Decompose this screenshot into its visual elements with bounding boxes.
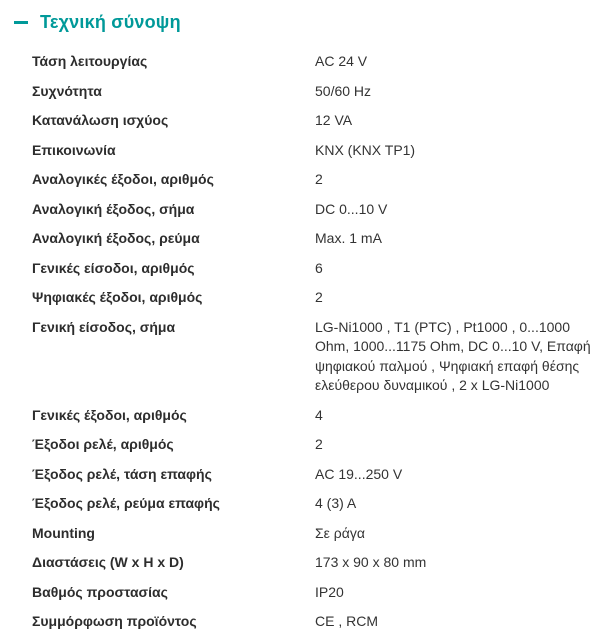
spec-row bbox=[32, 47, 592, 77]
spec-label: Αναλογική έξοδος, σήμα bbox=[32, 200, 195, 217]
spec-value: AC 24 V bbox=[315, 53, 368, 69]
spec-row bbox=[32, 578, 592, 608]
spec-value: IP20 bbox=[315, 583, 344, 600]
spec-row bbox=[32, 224, 592, 254]
spec-label: Κατανάλωση ισχύος bbox=[32, 112, 169, 128]
spec-row bbox=[32, 430, 592, 460]
spec-row bbox=[32, 607, 592, 637]
spec-value: Σε ράγα bbox=[315, 524, 365, 541]
section-title: Τεχνική σύνοψη bbox=[40, 11, 181, 32]
spec-value: AC 19...250 V bbox=[315, 465, 403, 482]
spec-label: Αναλογικές έξοδοι, αριθμός bbox=[32, 171, 214, 187]
spec-value: 2 bbox=[315, 171, 323, 187]
spec-value: 50/60 Hz bbox=[315, 82, 372, 99]
spec-value: 4 (3) A bbox=[315, 495, 357, 511]
spec-row bbox=[32, 254, 592, 284]
spec-value: LG-Ni1000 , T1 (PTC) , Pt1000 , 0...1000 Ohm, 1000...1175 Ohm, DC 0...10 V, Επαφή ψηφιακού παλμού , Ψηφιακή επαφή θέσης ελεύθερου δυναμικού , 2 x LG-Ni1000 bbox=[315, 318, 591, 393]
spec-value: 4 bbox=[315, 406, 323, 423]
spec-value: 2 bbox=[315, 436, 323, 452]
spec-value: 173 x 90 x 80 mm bbox=[315, 554, 427, 570]
spec-row bbox=[32, 460, 592, 490]
minus-icon[interactable] bbox=[14, 21, 28, 24]
specs-table bbox=[32, 47, 592, 637]
spec-value: KNX (KNX TP1) bbox=[315, 141, 416, 158]
spec-value: 12 VA bbox=[315, 112, 353, 128]
spec-row bbox=[32, 519, 592, 549]
spec-row bbox=[32, 136, 592, 166]
spec-label: Έξοδος ρελέ, ρεύμα επαφής bbox=[32, 495, 220, 511]
spec-row bbox=[32, 313, 592, 401]
spec-row bbox=[32, 106, 592, 136]
spec-row bbox=[32, 195, 592, 225]
spec-label: Συμμόρφωση προϊόντος bbox=[32, 613, 197, 629]
spec-label: Διαστάσεις (W x H x D) bbox=[32, 554, 184, 570]
spec-row bbox=[32, 165, 592, 195]
spec-label: Επικοινωνία bbox=[32, 141, 116, 158]
spec-row bbox=[32, 401, 592, 431]
spec-label: Τάση λειτουργίας bbox=[32, 53, 148, 69]
spec-label: Έξοδος ρελέ, τάση επαφής bbox=[32, 465, 212, 482]
spec-label: Γενική είσοδος, σήμα bbox=[32, 318, 176, 335]
spec-row bbox=[32, 77, 592, 107]
spec-row bbox=[32, 283, 592, 313]
spec-label: Ψηφιακές έξοδοι, αριθμός bbox=[32, 289, 203, 305]
spec-label: Γενικές είσοδοι, αριθμός bbox=[32, 259, 195, 276]
spec-label: Συχνότητα bbox=[32, 82, 102, 99]
spec-value: DC 0...10 V bbox=[315, 200, 388, 217]
spec-label: Mounting bbox=[32, 524, 95, 541]
spec-label: Έξοδοι ρελέ, αριθμός bbox=[32, 436, 174, 452]
spec-row bbox=[32, 548, 592, 578]
spec-value: 2 bbox=[315, 289, 323, 305]
spec-label: Αναλογική έξοδος, ρεύμα bbox=[32, 230, 200, 246]
spec-row bbox=[32, 489, 592, 519]
spec-value: CE , RCM bbox=[315, 613, 378, 629]
spec-label: Βαθμός προστασίας bbox=[32, 583, 168, 600]
spec-value: 6 bbox=[315, 259, 323, 276]
spec-label: Γενικές έξοδοι, αριθμός bbox=[32, 406, 187, 423]
section-header-toggle[interactable] bbox=[14, 8, 181, 36]
spec-value: Max. 1 mA bbox=[315, 230, 382, 246]
